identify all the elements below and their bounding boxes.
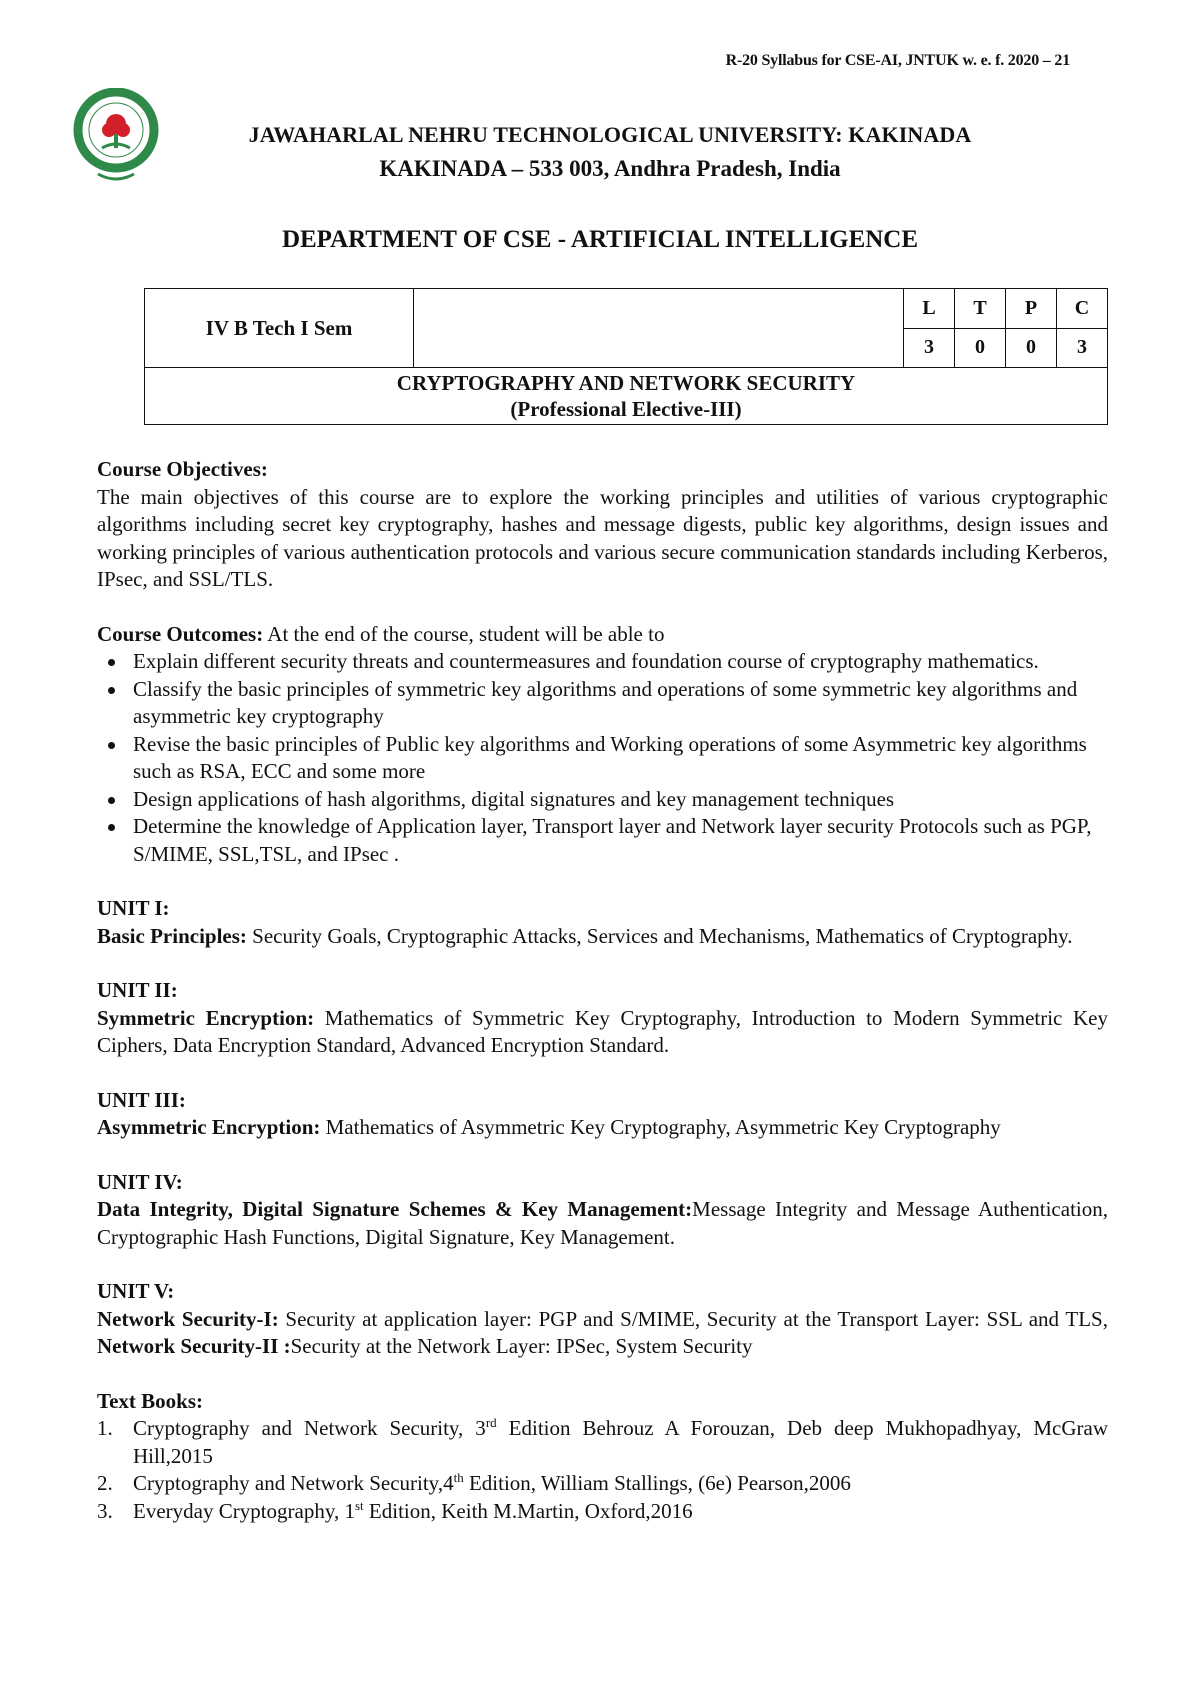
unit-text: Security Goals, Cryptographic Attacks, Services and Mechanisms, Mathematics of Cryptography.: [246, 923, 1073, 948]
outcomes-heading: [97, 621, 1108, 649]
unit-topic-secondary: Network Security-II :: [97, 1334, 291, 1358]
list-item: [97, 1470, 1108, 1498]
ltpc-header-l: L: [904, 289, 955, 329]
course-title-cell: [145, 368, 1108, 425]
course-info-table: [144, 288, 1108, 425]
list-item: [97, 1415, 1108, 1470]
course-subtitle: (Professional Elective-III): [510, 397, 742, 421]
unit-text-secondary: Security at the Network Layer: IPSec, System Security: [290, 1334, 753, 1358]
list-item: Revise the basic principles of Public key algorithms and Working operations of some Asymmetric key algorithms such as RSA, ECC and some more: [97, 731, 1108, 786]
list-item: Explain different security threats and countermeasures and foundation course of cryptography mathematics.: [97, 648, 1108, 676]
ltpc-header-t: T: [955, 289, 1006, 329]
university-name: JAWAHARLAL NEHRU TECHNOLOGICAL UNIVERSITY: KAKINADA: [248, 122, 972, 147]
ltpc-value-p: 0: [1006, 328, 1057, 368]
list-item: [97, 1498, 1108, 1526]
book-text: Everyday Cryptography, 1: [133, 1498, 355, 1523]
unit-topic: Data Integrity, Digital Signature Schemes & Key Management:: [97, 1197, 693, 1221]
syllabus-reference: R-20 Syllabus for CSE-AI, JNTUK w. e. f. 2020 – 21: [725, 52, 1070, 69]
list-item: Determine the knowledge of Application layer, Transport layer and Network layer security Protocols such as PGP, S/MIME, SSL,TSL, and IPsec .: [97, 813, 1108, 868]
objectives-title: Course Objectives:: [97, 457, 268, 481]
book-text-rest: Edition, Keith M.Martin, Oxford,2016: [363, 1498, 693, 1523]
ltpc-value-l: 3: [904, 328, 955, 368]
unit-topic: Basic Principles:: [97, 923, 247, 948]
ltpc-header-c: C: [1057, 289, 1108, 329]
unit-heading: UNIT IV:: [97, 1169, 183, 1194]
unit-topic: Network Security-I:: [97, 1306, 279, 1331]
book-number: 3.: [97, 1498, 113, 1523]
unit-heading: UNIT II:: [97, 978, 178, 1002]
ltpc-value-c: 3: [1057, 328, 1108, 368]
outcomes-list: [97, 648, 1108, 868]
address-city: KAKINADA – 533 003,: [379, 156, 614, 181]
book-number: 2.: [97, 1471, 113, 1495]
unit-body: [97, 1005, 1108, 1060]
address-state: Andhra Pradesh, India: [613, 156, 841, 181]
unit-topic: Asymmetric Encryption:: [97, 1115, 321, 1139]
text-books-title: Text Books:: [97, 1388, 203, 1413]
unit-heading: UNIT V:: [97, 1279, 175, 1303]
syllabus-content: [97, 456, 1108, 1525]
book-edition-suffix: th: [453, 1470, 464, 1485]
unit-body: [97, 1306, 1108, 1361]
book-edition-suffix: rd: [485, 1415, 497, 1430]
unit-body: [97, 1114, 1108, 1142]
unit-body: [97, 923, 1108, 951]
university-seal-logo: [72, 88, 160, 186]
unit-heading: UNIT III:: [97, 1087, 186, 1112]
list-item: Design applications of hash algorithms, digital signatures and key management techniques: [97, 786, 1108, 814]
ltpc-value-t: 0: [955, 328, 1006, 368]
unit-text: Mathematics of Asymmetric Key Cryptography, Asymmetric Key Cryptography: [320, 1115, 1001, 1139]
unit-text: Message Integrity and Message Authentication, Cryptographic Hash Functions, Digital Signature, Key Management.: [97, 1197, 1108, 1249]
outcomes-title: Course Outcomes:: [97, 621, 264, 646]
semester-cell: IV B Tech I Sem: [145, 289, 414, 368]
unit-text: Security at application layer: PGP and S/MIME, Security at the Transport Layer: SSL and TLS,: [278, 1306, 1108, 1331]
unit-heading: UNIT I:: [97, 896, 170, 920]
department-name: DEPARTMENT OF CSE - ARTIFICIAL INTELLIGENCE: [281, 226, 919, 253]
blank-cell: [414, 289, 904, 368]
university-address: [170, 156, 1050, 182]
ltpc-header-p: P: [1006, 289, 1057, 329]
book-number: 1.: [97, 1416, 113, 1440]
book-text: Cryptography and Network Security, 3: [133, 1416, 486, 1440]
outcomes-intro: At the end of the course, student will be able to: [263, 621, 665, 646]
unit-topic: Symmetric Encryption:: [97, 1005, 315, 1030]
book-text-rest: Edition, William Stallings, (6e) Pearson,2006: [463, 1471, 851, 1495]
unit-text: Mathematics of Symmetric Key Cryptography, Introduction to Modern Symmetric Key Ciphers, Data Encryption Standard, Advanced Encryption Standard.: [97, 1005, 1109, 1057]
unit-body: [97, 1196, 1108, 1251]
text-books-list: [97, 1415, 1108, 1525]
book-text-rest: Edition Behrouz A Forouzan, Deb deep Mukhopadhyay, McGraw Hill,2015: [133, 1416, 1108, 1468]
book-text: Cryptography and Network Security,4: [133, 1471, 454, 1495]
book-edition-suffix: st: [355, 1497, 364, 1513]
list-item: Classify the basic principles of symmetric key algorithms and operations of some symmetric key algorithms and asymmetric key cryptography: [97, 676, 1108, 731]
course-title: CRYPTOGRAPHY AND NETWORK SECURITY: [396, 371, 856, 395]
objectives-text: The main objectives of this course are to explore the working principles and utilities of various cryptographic algorithms including secret key cryptography, hashes and message digests, public key algorithms, design issues and working principles of various authentication protocols and various secure communication standards including Kerberos, IPsec, and SSL/TLS.: [97, 484, 1108, 591]
